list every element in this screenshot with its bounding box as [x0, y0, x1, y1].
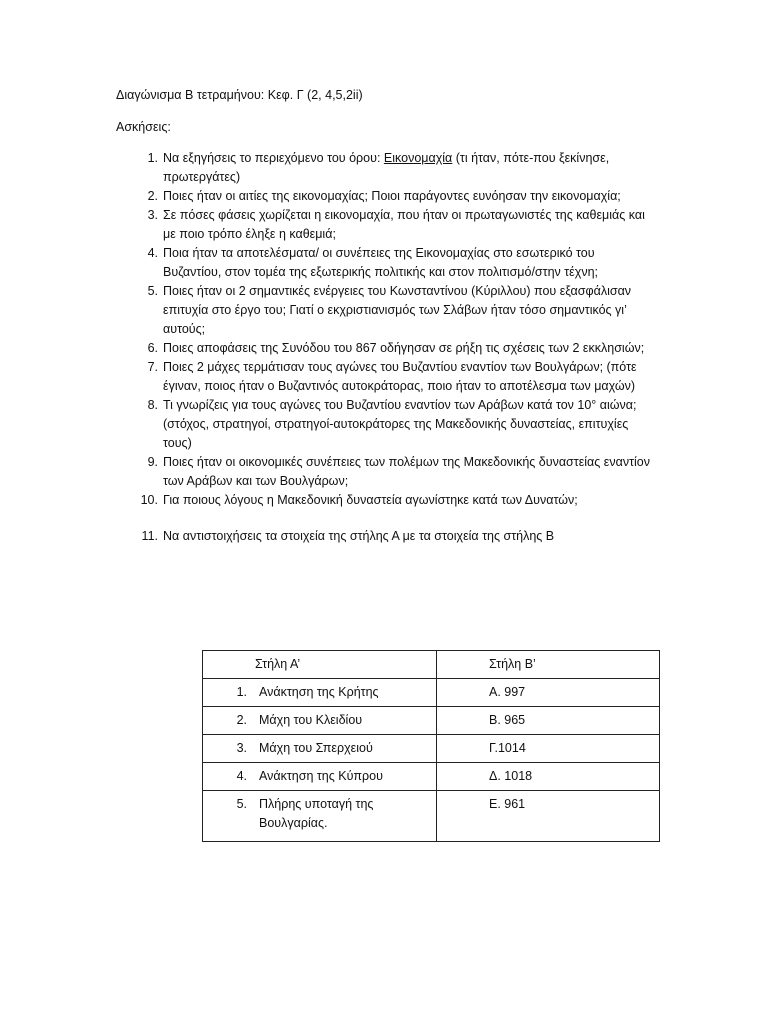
table-row: [203, 791, 660, 842]
question-text: Για ποιους λόγους η Μακεδονική δυναστεία αγωνίστηκε κατά των Δυνατών;: [163, 493, 578, 507]
question-number: 4.: [147, 246, 158, 260]
question-number: 3.: [147, 208, 158, 222]
question-item: [136, 491, 656, 510]
column-a-cell: [203, 707, 437, 735]
question-number: 5.: [147, 284, 158, 298]
question-item: [136, 358, 656, 396]
question-number: 2.: [147, 189, 158, 203]
question-text: Σε πόσες φάσεις χωρίζεται η εικονομαχία, που ήταν οι πρωταγωνιστές της καθεμιάς και με ποιο τρόπο έληξε η καθεμιά;: [163, 208, 645, 241]
question-number: 9.: [147, 455, 158, 469]
question-item: [136, 527, 656, 546]
question-text: Ποιες ήταν οι 2 σημαντικές ενέργειες του Κωνσταντίνου (Κύριλλου) που εξασφάλισαν επιτυχία στο έργο του; Γιατί ο εκχριστιανισμός των Σλάβων ήταν τόσο σημαντικός γι’ αυτούς;: [163, 284, 632, 336]
column-b-header: Στήλη Β’: [437, 651, 660, 679]
table-row: [203, 735, 660, 763]
exam-title: Διαγώνισμα Β τετραμήνου: Κεφ. Γ (2, 4,5,2ii): [116, 88, 363, 102]
question-number: 10.: [140, 493, 158, 507]
question-text: Ποιες ήταν οι οικονομικές συνέπειες των πολέμων της Μακεδονικής δυναστείας εναντίον των Αράβων και των Βουλγάρων;: [163, 455, 650, 488]
question-text: Τι γνωρίζεις για τους αγώνες του Βυζαντίου εναντίον των Αράβων κατά τον 10° αιώνα; (στόχος, στρατηγοί, στρατηγοί-αυτοκράτορες της Μακεδονικής δυναστείας, επιτυχίες τους): [163, 398, 637, 450]
table-row: [203, 679, 660, 707]
question-number: 11.: [141, 529, 158, 543]
question-item: [136, 149, 656, 187]
column-b-cell: Β. 965: [437, 707, 660, 735]
row-text: Ανάκτηση της Κύπρου: [259, 769, 383, 783]
question-number: 7.: [147, 360, 158, 374]
question-item: [136, 282, 656, 339]
question-term: Εικονομαχία: [383, 151, 453, 165]
row-text: Ανάκτηση της Κρήτης: [259, 685, 379, 699]
matching-table: [202, 650, 660, 842]
question-item: [136, 339, 656, 358]
question-item: [136, 396, 656, 453]
column-b-cell: Δ. 1018: [437, 763, 660, 791]
question-number: 6.: [147, 341, 158, 355]
column-b-cell: Α. 997: [437, 679, 660, 707]
column-a-cell: [203, 735, 437, 763]
row-number: 1.: [236, 685, 247, 699]
row-number: 4.: [236, 769, 247, 783]
table-row: [203, 707, 660, 735]
question-text: Ποια ήταν τα αποτελέσματα/ οι συνέπειες της Εικονομαχίας στο εσωτερικό του Βυζαντίου, στον τομέα της εξωτερικής πολιτικής και στον πολιτισμό/στην τέχνη;: [163, 246, 598, 279]
question-list: [136, 149, 656, 546]
question-text: Να εξηγήσεις το περιεχόμενο του όρου:: [163, 151, 384, 165]
table-row: [203, 763, 660, 791]
question-text: Να αντιστοιχήσεις τα στοιχεία της στήλης Α με τα στοιχεία της στήλης Β: [163, 529, 555, 543]
question-text: Ποιες ήταν οι αιτίες της εικονομαχίας; Ποιοι παράγοντες ευνόησαν την εικονομαχία;: [163, 189, 621, 203]
question-number: 1.: [147, 151, 158, 165]
question-item: [136, 453, 656, 491]
row-number: 3.: [236, 741, 247, 755]
column-b-cell: Ε. 961: [437, 791, 660, 842]
column-a-cell: [203, 791, 437, 842]
column-b-cell: Γ.1014: [437, 735, 660, 763]
row-number: 5.: [236, 797, 247, 811]
exercises-heading: Ασκήσεις:: [116, 120, 171, 134]
row-text: Μάχη του Σπερχειού: [259, 741, 373, 755]
row-number: 2.: [236, 713, 247, 727]
table-header-row: [203, 651, 660, 679]
question-text: (τι ήταν, πότε-που ξεκίνησε, πρωτεργάτες): [163, 151, 610, 184]
question-number: 8.: [147, 398, 158, 412]
question-item: [136, 206, 656, 244]
question-text: Ποιες 2 μάχες τερμάτισαν τους αγώνες του Βυζαντίου εναντίον των Βουλγάρων; (πότε έγιναν, ποιος ήταν ο Βυζαντινός αυτοκράτορας, ποιο ήταν το αποτέλεσμα των μαχών): [163, 360, 637, 393]
column-a-cell: [203, 679, 437, 707]
column-a-header: Στήλη Α’: [203, 651, 437, 679]
column-a-cell: [203, 763, 437, 791]
question-text: Ποιες αποφάσεις της Συνόδου του 867 οδήγησαν σε ρήξη τις σχέσεις των 2 εκκλησιών;: [163, 341, 645, 355]
question-item: [136, 187, 656, 206]
row-text: Πλήρης υποταγή της Βουλγαρίας.: [259, 797, 374, 830]
question-item: [136, 244, 656, 282]
row-text: Μάχη του Κλειδίου: [259, 713, 363, 727]
